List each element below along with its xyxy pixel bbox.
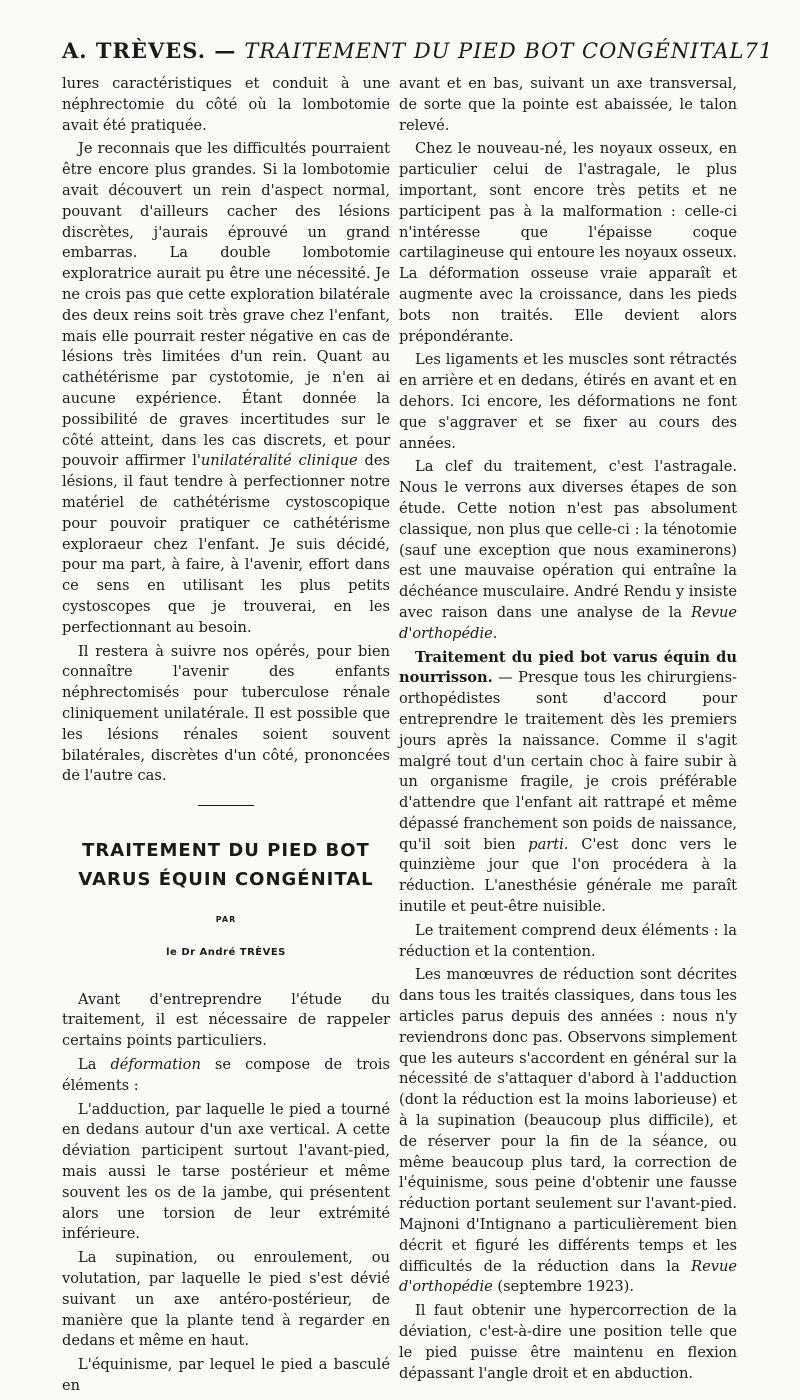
paragraph: Il faut obtenir une hypercorrection de la déviation, c'est-à-dire une position telle que le pied puisse être maintenu en flexion dépassant l'angle droit et en abduction. xyxy=(399,1302,737,1382)
italic-text: Revue d'orthopédie. xyxy=(399,603,737,642)
article-title xyxy=(62,836,390,894)
text-run: La clef du traitement, c'est l'astragale. Nous le verrons aux diverses étapes de son étude. Cette notion n'est pas absolument classique, non plus que celle-ci : la ténotomie (sauf une exception que nous examinerons) est une mauvaise opération qui entraîne la déchéance musculaire. André Rendu y insiste avec raison dans une analyse de la xyxy=(399,458,737,621)
italic-text: déformation xyxy=(110,1056,201,1074)
paragraph: Chez le nouveau-né, les noyaux osseux, en particulier celui de l'astragale, le plus important, sont encore très petits et ne participent pas à la malformation : celle-ci n'intéresse que l'épaisse coque cartilagineuse qui entoure les noyaux osseux. La déformation osseuse vraie apparaît et augmente avec la croissance, dans les pieds bots non traités. Elle devient alors prépondérante. xyxy=(399,140,737,345)
paragraph xyxy=(399,965,737,1298)
left-column xyxy=(62,74,390,1400)
paragraph: Le traitement comprend deux éléments : la réduction et la contention. xyxy=(399,921,737,960)
paragraph: L'équinisme, par lequel le pied a basculé en xyxy=(62,1356,390,1395)
section-heading: Traitement du pied bot varus équin du nourrisson. xyxy=(399,648,737,687)
paragraph xyxy=(399,648,737,918)
article-title-line: VARUS ÉQUIN CONGÉNITAL xyxy=(78,869,374,891)
running-head xyxy=(62,38,774,74)
paragraph: avant et en bas, suivant un axe transversal, de sorte que la pointe est abaissée, le talon relevé. xyxy=(399,75,737,134)
text-run: Je reconnais que les difficultés pourraient être encore plus grandes. Si la lombotomie avait découvert un rein d'aspect normal, pouvant d'ailleurs cacher des lésions discrètes, j'aurais éprouvé un grand embarras. La double lombotomie exploratrice aurait pu être une nécessité. Je ne crois pas que cette exploration bilatérale des deux reins soit très grave chez l'enfant, mais elle pourrait rester négative en cas de lésions très limitées d'un rein. Quant au cathétérisme par cystotomie, je n'en ai aucune expérience. Étant donnée la possibilité de graves incertitudes sur le côté atteint, dans les cas discrets, et pour pouvoir affirmer l' xyxy=(62,140,390,470)
page-number: 71 xyxy=(744,39,774,63)
paragraph xyxy=(399,457,737,644)
italic-text: Revue d'orthopédie xyxy=(399,1257,737,1296)
text-run: La xyxy=(78,1056,111,1074)
paragraph: Les ligaments et les muscles sont rétractés en arrière et en dedans, étirés en avant et en dehors. Ici encore, les déformations ne font que s'aggraver et se fixer au cours des années. xyxy=(399,351,737,452)
text-run: (septembre 1923). xyxy=(492,1278,635,1296)
paragraph: La supination, ou enroulement, ou volutation, par laquelle le pied s'est dévié suivant un axe antéro-postérieur, de manière que la plante tend à regarder en dedans et même en haut. xyxy=(62,1249,390,1350)
text-run: . C'est donc vers le quinzième jour que l'on procédera à la réduction. L'anesthésie générale me paraît inutile et peut-être nuisible. xyxy=(399,835,738,916)
italic-text: unilatéralité clinique xyxy=(200,452,358,470)
paragraph: Avant d'entreprendre l'étude du traitement, il est nécessaire de rappeler certains points particuliers. xyxy=(62,990,390,1050)
running-head-title: TRAITEMENT DU PIED BOT CONGÉNITAL xyxy=(244,39,745,63)
text-run: — Presque tous les chirurgiens-orthopédistes sont d'accord pour entreprendre le traitement dès les premiers jours après la naissance. Comme il s'agit malgré tout d'un certain choc à faire subir à un organisme fragile, je crois préférable d'attendre que l'enfant ait rattrapé et même dépassé franchement son poids de naissance, qu'il soit bien xyxy=(399,669,737,853)
section-separator xyxy=(198,805,254,806)
paragraph: L'adduction, par laquelle le pied a tourné en dedans autour d'un axe vertical. A cette déviation participent surtout l'avant-pied, mais aussi le tarse postérieur et même souvent les os de la jambe, qui présentent alors une torsion de leur extrémité inférieure. xyxy=(62,1100,390,1243)
text-run: se compose de trois éléments : xyxy=(62,1056,391,1094)
text-run: Les manœuvres de réduction sont décrites dans tous les traités classiques, dans tous les articles parus depuis des années : nous n'y reviendrons donc pas. Observons simplement que les auteurs s'accordent en général sur la nécessité de s'attaquer d'abord à l'adduction (dont la réduction est la moins laborieuse) et à la supination (beaucoup plus difficile), et de réserver pour la fin de la séance, ou même beaucoup plus tard, la correction de l'équinisme, sous peine d'obtenir une fausse réduction portant seulement sur l'avant-pied. Majnoni d'Intignano a particulièrement bien décrit et figuré les différents temps et les difficultés de la réduction dans la xyxy=(399,966,737,1275)
paragraph xyxy=(62,139,390,638)
italic-text: parti xyxy=(528,835,564,853)
paragraph: Il restera à suivre nos opérés, pour bien connaître l'avenir des enfants néphrectomisés pour tuberculose rénale cliniquement unilatérale. Il est possible que les lésions rénales soient souvent bilatérales, discrètes d'un côté, prononcées de l'autre cas. xyxy=(62,642,390,785)
article-author: le Dr André TRÈVES xyxy=(166,946,286,958)
right-column xyxy=(399,74,737,1387)
paragraph: lures caractéristiques et conduit à une néphrectomie du côté où la lombotomie avait été pratiquée. xyxy=(62,75,390,134)
paragraph xyxy=(62,1055,390,1097)
text-run: des lésions, il faut tendre à perfectionner notre matériel de cathétérisme cystoscopique pour pouvoir pratiquer ce cathétérisme exploraeur chez l'enfant. Je suis décidé, pour ma part, à faire, à l'avenir, effort dans ce sens en utilisant les plus petits cystoscopes que je trouverai, en les perfectionnant au besoin. xyxy=(62,452,390,636)
article-title-line: TRAITEMENT DU PIED BOT xyxy=(82,840,370,862)
running-head-author: A. TRÈVES. — xyxy=(62,38,237,63)
byline-par: PAR xyxy=(215,915,237,925)
